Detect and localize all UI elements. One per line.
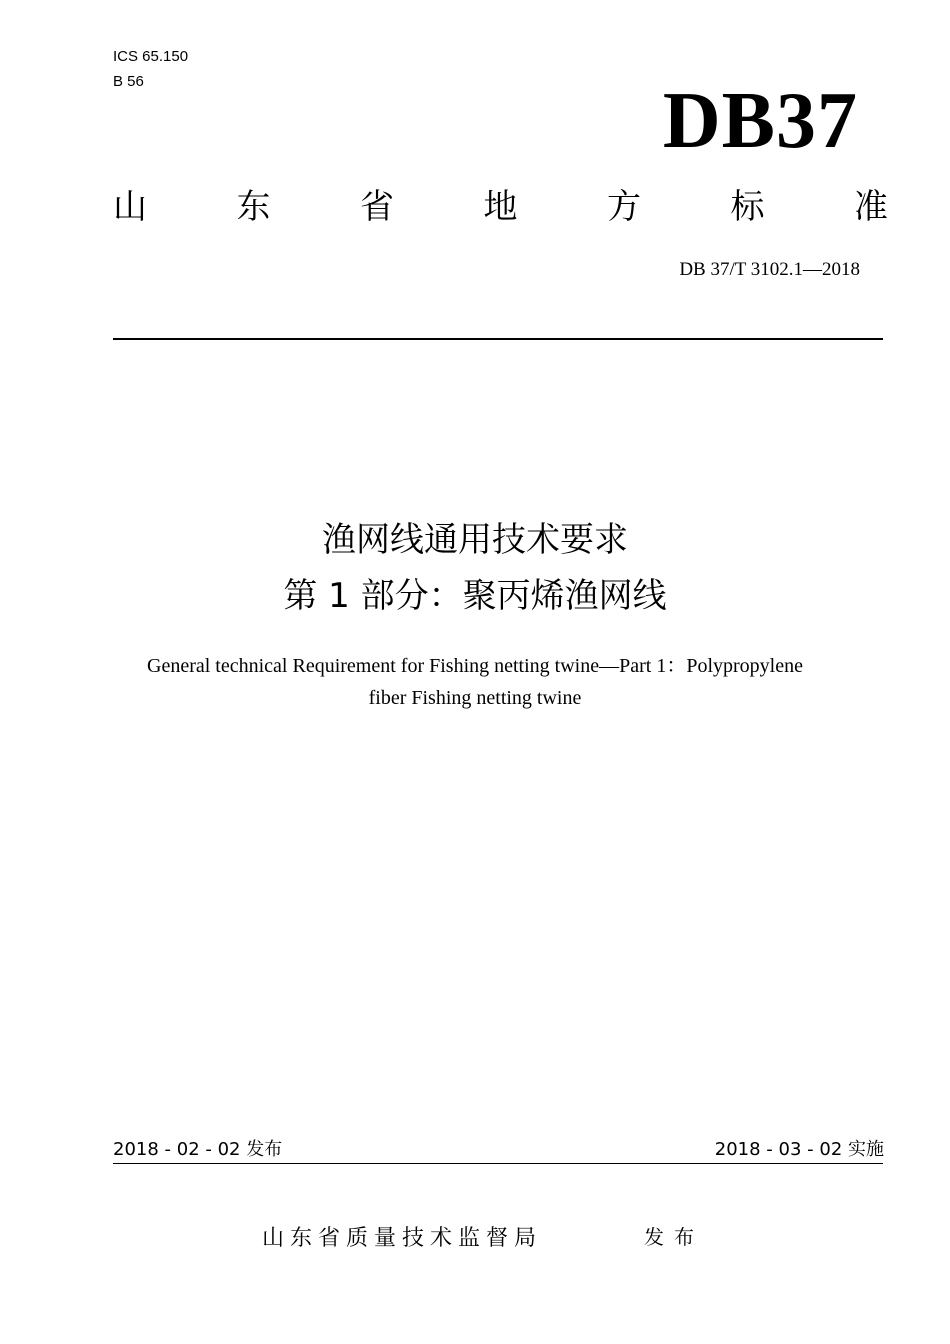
ics-code: ICS 65.150 xyxy=(113,48,189,65)
top-divider xyxy=(113,338,883,340)
publish-label: 发布 xyxy=(644,1225,704,1249)
chinese-title-line-2: 第 1 部分：聚丙烯渔网线 xyxy=(283,576,667,616)
standard-type-char: 省 xyxy=(360,187,394,227)
standard-type-char: 标 xyxy=(730,187,765,227)
standard-type-char: 东 xyxy=(236,187,271,227)
standard-type-char: 山 xyxy=(113,187,147,227)
chinese-title-line-1: 渔网线通用技术要求 xyxy=(322,520,628,560)
standard-number: DB 37/T 3102.1—2018 xyxy=(679,259,860,280)
standard-type-char: 方 xyxy=(607,187,641,227)
release-date: 2018 - 02 - 02 发布 xyxy=(113,1139,283,1160)
bottom-divider xyxy=(113,1163,883,1164)
standard-type xyxy=(113,182,888,232)
english-title-line-1: General technical Requirement for Fishing netting twine—Part 1：Polypropylene xyxy=(147,655,803,677)
english-title-line-2: fiber Fishing netting twine xyxy=(368,687,582,709)
publisher-name: 山东省质量技术监督局 xyxy=(262,1226,543,1251)
english-title xyxy=(80,650,870,714)
chinese-title xyxy=(0,512,950,624)
ccs-code: B 56 xyxy=(113,73,144,90)
standard-type-char: 准 xyxy=(854,187,888,227)
standard-logo: DB37 xyxy=(662,77,858,165)
standard-type-char: 地 xyxy=(483,187,518,227)
implementation-date: 2018 - 03 - 02 实施 xyxy=(714,1139,884,1160)
